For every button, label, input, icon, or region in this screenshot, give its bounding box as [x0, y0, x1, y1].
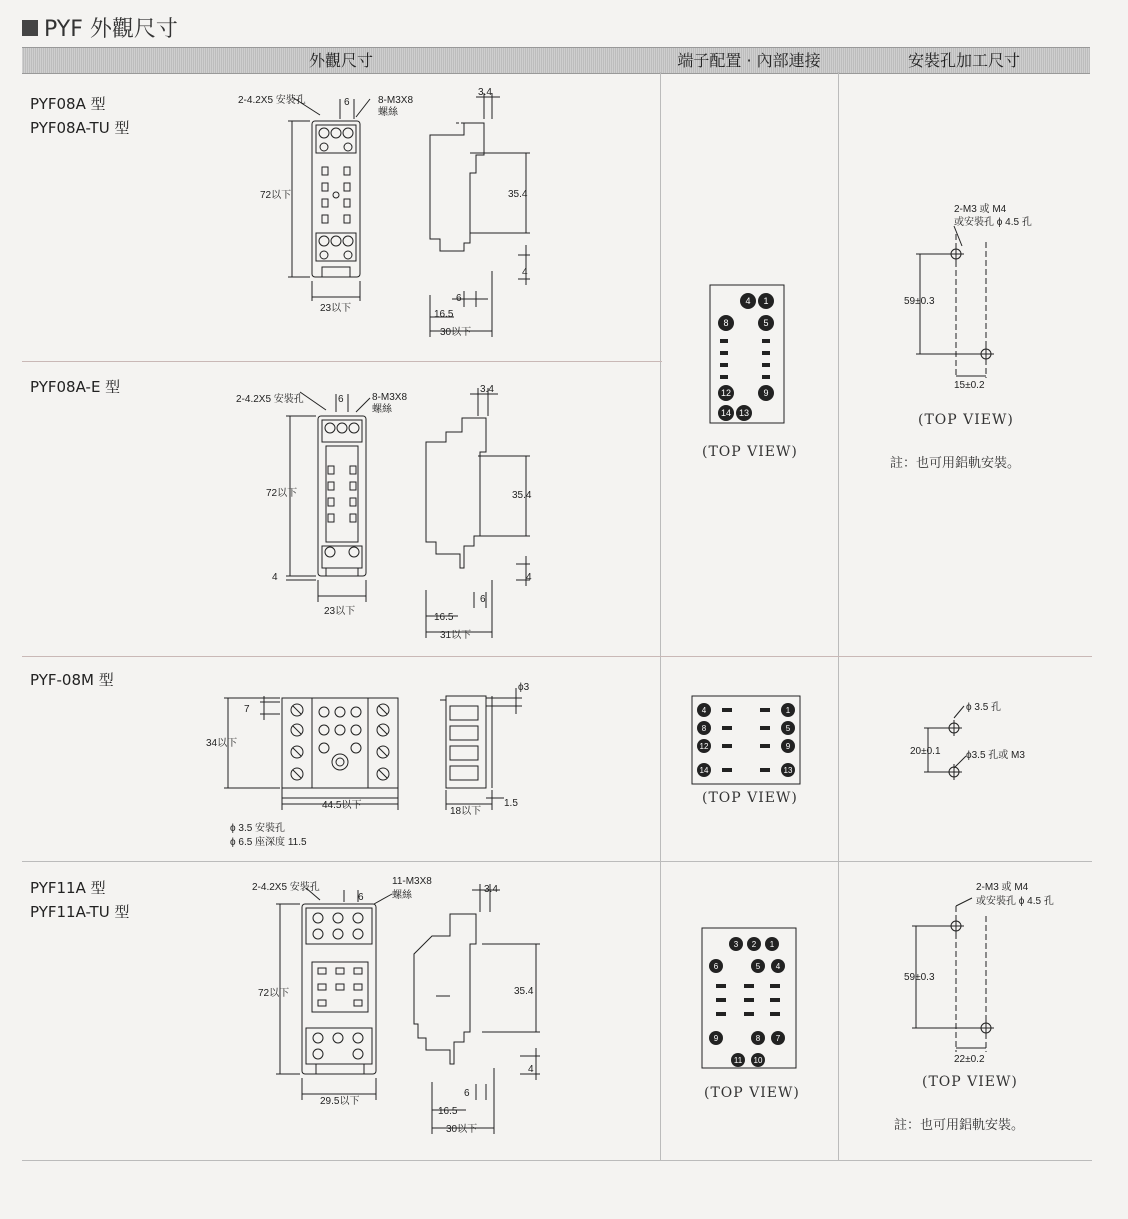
pin-label: 12 [720, 388, 732, 398]
pin-label: 5 [785, 724, 791, 733]
mount-dim-vertical: 59±0.3 [904, 296, 935, 307]
model-name: PYF08A-TU 型 [30, 119, 130, 137]
pin-label: 1 [763, 296, 769, 306]
terminal-block-bottom [316, 233, 356, 261]
dim-mount-hole: 2-4.2X5 安裝孔 [238, 95, 306, 106]
mount-hole-label: 或安裝孔 ϕ 4.5 孔 [976, 896, 1054, 907]
dim-width: 44.5以下 [322, 800, 362, 811]
model-label-pyf11a [30, 876, 129, 924]
side-dim-16-5: 16.5 [434, 612, 454, 623]
model-name: PYF08A-E 型 [30, 378, 121, 396]
top-view-label: (TOP VIEW) [702, 790, 798, 806]
dim-height: 72以下 [266, 488, 298, 499]
pin-label: 1 [785, 706, 791, 715]
dim-height: 72以下 [258, 988, 290, 999]
side-dim-6: 6 [464, 1088, 470, 1099]
pin-label: 4 [701, 706, 707, 715]
row-divider-2 [22, 656, 1092, 657]
pin-label: 8 [701, 724, 707, 733]
dim-screw: 8-M3X8 [372, 392, 408, 403]
side-dim-height: 35.4 [512, 490, 532, 501]
pin-label: 10 [753, 1056, 763, 1065]
model-label-pyf08a-e [30, 375, 120, 399]
pin-label: 7 [775, 1034, 781, 1043]
terminal-diagram-8pin-a [710, 285, 788, 425]
dim-six: 6 [358, 892, 364, 903]
dim-height: 34以下 [206, 738, 238, 749]
pyf11a-drawing [250, 872, 560, 1134]
dim-width: 23以下 [320, 303, 352, 314]
pin-label: 5 [763, 318, 769, 328]
din-rail-note: 註：也可用鋁軌安裝。 [890, 456, 1021, 471]
mount-hole-label: 或安裝孔 ϕ 4.5 孔 [954, 217, 1032, 228]
mount-dim-horizontal: 15±0.2 [954, 380, 985, 391]
terminal-diagram-8pin-m [692, 696, 804, 786]
dim-four: 4 [272, 572, 278, 583]
dim-mount-hole: 2-4.2X5 安裝孔 [252, 882, 320, 893]
header-outline-dims: 外觀尺寸 [308, 51, 373, 70]
pin-label: 5 [755, 962, 761, 971]
model-name: PYF08A 型 [30, 95, 106, 113]
pin-label: 3 [733, 940, 739, 949]
pin-label: 9 [785, 742, 791, 751]
mount-diagram-m [908, 698, 1068, 790]
dim-seven: 7 [244, 704, 250, 715]
din-rail-note: 註：也可用鋁軌安裝。 [894, 1118, 1025, 1133]
side-dim-4: 4 [526, 572, 532, 583]
pyf-08m-drawing [200, 678, 540, 850]
dim-mount-hole: 2-4.2X5 安裝孔 [236, 394, 304, 405]
model-name: PYF-08M 型 [30, 671, 114, 689]
side-dim-top: 3.4 [480, 384, 494, 395]
mount-hole-label: ϕ3.5 孔或 M3 [966, 750, 1025, 761]
mount-hole-label: 2-M3 或 M4 [976, 882, 1029, 893]
model-label-pyf08a [30, 92, 129, 140]
model-name: PYF11A 型 [30, 879, 106, 897]
dim-six: 6 [344, 97, 350, 108]
dim-screw-label: 螺絲 [378, 107, 398, 118]
side-dim-top: 3.4 [478, 87, 492, 98]
pin-label: 13 [738, 408, 750, 418]
pin-label: 9 [763, 388, 769, 398]
dim-width: 23以下 [324, 606, 356, 617]
side-dim-4: 4 [522, 267, 528, 278]
row-divider-4 [22, 1160, 1092, 1161]
side-dim-height: 35.4 [514, 986, 534, 997]
table-header [22, 47, 1090, 74]
side-dim-width: 31以下 [440, 630, 472, 641]
pin-label: 13 [783, 766, 793, 775]
pin-label: 8 [723, 318, 729, 328]
terminal-diagram-11pin [702, 928, 798, 1072]
header-terminals: 端子配置 · 內部連接 [677, 51, 821, 70]
mount-hole-label: ϕ 3.5 孔 [966, 702, 1002, 713]
row-divider-1 [22, 361, 662, 362]
mount-hole-label: 2-M3 或 M4 [954, 204, 1007, 215]
dim-screw-label: 螺絲 [372, 404, 392, 415]
dim-height: 72以下 [260, 190, 292, 201]
pin-label: 8 [755, 1034, 761, 1043]
dim-six: 6 [338, 394, 344, 405]
side-dim-4: 4 [528, 1064, 534, 1075]
pin-label: 12 [699, 742, 709, 751]
top-view-label: (TOP VIEW) [704, 1085, 800, 1101]
mount-dim-vertical: 59±0.3 [904, 972, 935, 983]
header-mount-holes: 安裝孔加工尺寸 [907, 51, 1020, 70]
pin-label: 11 [733, 1056, 743, 1065]
page-title-text: PYF 外觀尺寸 [44, 17, 178, 42]
pin-label: 4 [745, 296, 751, 306]
top-view-label: (TOP VIEW) [918, 412, 1014, 428]
dim-screw: 8-M3X8 [378, 95, 414, 106]
side-dim-width: 18以下 [450, 806, 482, 817]
pin-label: 14 [720, 408, 732, 418]
model-name: PYF11A-TU 型 [30, 903, 130, 921]
side-dim-phi: ϕ3 [518, 682, 530, 693]
column-divider-1 [660, 72, 661, 1160]
row-divider-3 [22, 861, 1092, 862]
terminal-block-top [316, 125, 356, 153]
mount-dim-horizontal: 22±0.2 [954, 1054, 985, 1065]
side-dim-width: 30以下 [440, 327, 472, 338]
side-dim-6: 6 [456, 293, 462, 304]
dim-screw-label: 螺絲 [392, 890, 412, 901]
mount-diagram-a [890, 198, 1070, 398]
dim-screw: 11-M3X8 [392, 876, 432, 887]
pin-label: 6 [713, 962, 719, 971]
mount-dim-vertical: 20±0.1 [910, 746, 941, 757]
pin-label: 4 [775, 962, 781, 971]
pyf08a-drawing [230, 85, 560, 345]
pyf08a-e-drawing [230, 380, 560, 642]
side-dim-16-5: 16.5 [434, 309, 454, 320]
side-dim-height: 35.4 [508, 189, 528, 200]
side-dim-6: 6 [480, 594, 486, 605]
top-view-label: (TOP VIEW) [702, 444, 798, 460]
side-dim-1-5: 1.5 [504, 798, 518, 809]
dim-seat-depth: ϕ 6.5 座深度 11.5 [230, 837, 307, 848]
dim-width: 29.5以下 [320, 1096, 360, 1107]
page-title [22, 12, 178, 43]
dim-mount-hole: ϕ 3.5 安裝孔 [230, 823, 286, 834]
side-dim-width: 30以下 [446, 1124, 478, 1135]
column-divider-2 [838, 72, 839, 1160]
side-dim-top: 3.4 [484, 884, 498, 895]
socket-body [312, 121, 360, 277]
side-dim-16-5: 16.5 [438, 1106, 458, 1117]
pin-label: 1 [769, 940, 775, 949]
top-view-label: (TOP VIEW) [922, 1074, 1018, 1090]
pin-label: 2 [751, 940, 757, 949]
pin-label: 9 [713, 1034, 719, 1043]
model-label-pyf-08m [30, 668, 114, 692]
pin-label: 14 [699, 766, 709, 775]
bullet-square-icon [22, 20, 38, 36]
mount-diagram-b [890, 876, 1080, 1072]
